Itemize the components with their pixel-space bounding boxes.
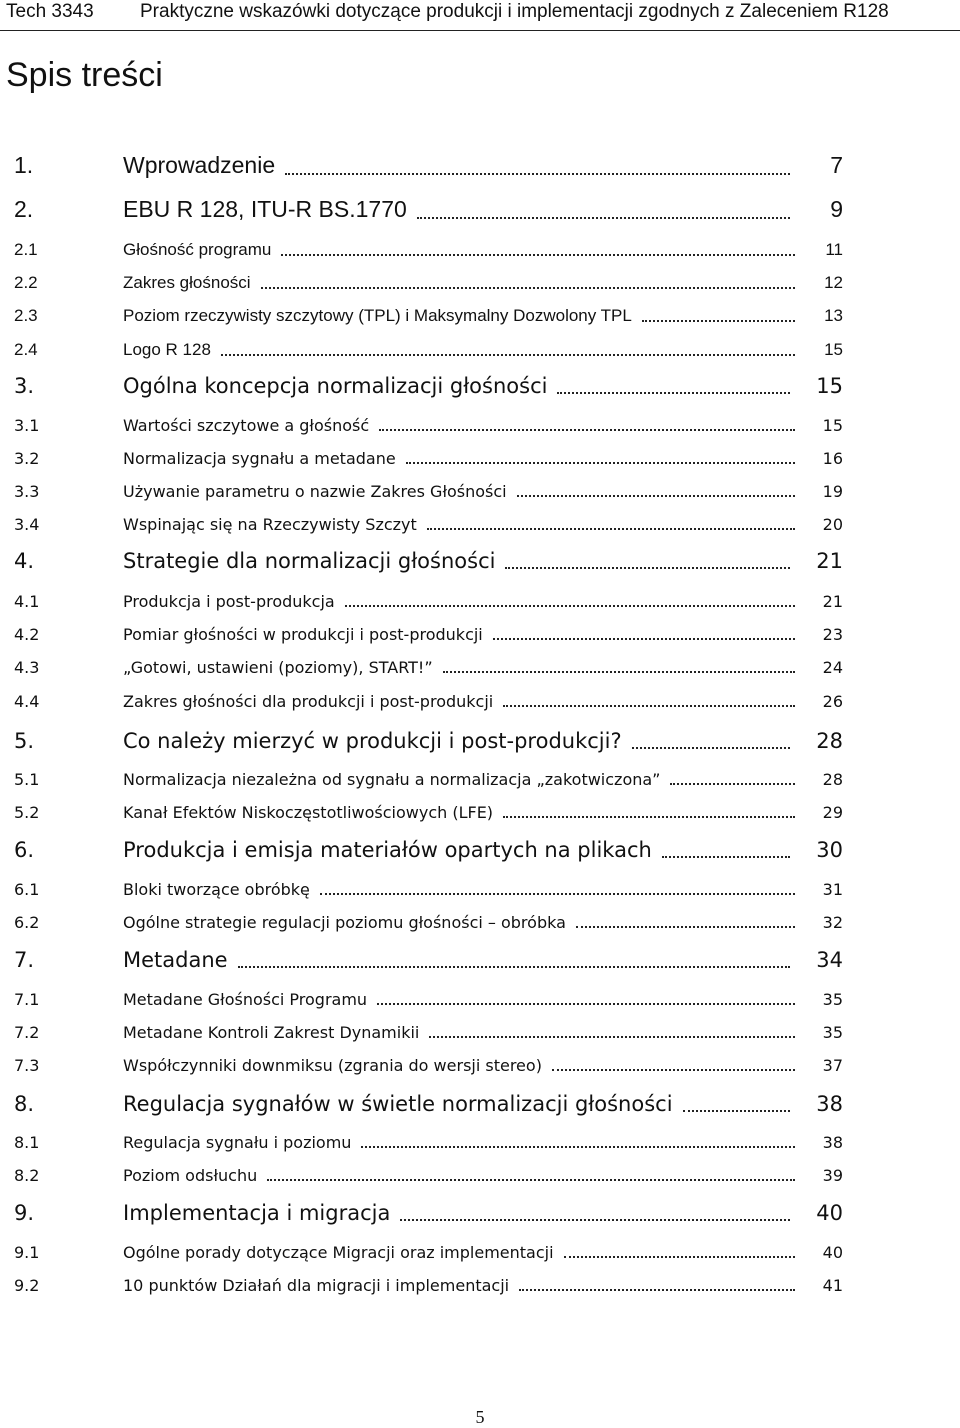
toc-leader-dots [238,966,790,968]
toc-entry-page: 38 [816,1092,843,1116]
toc-entry-label: Ogólna koncepcja normalizacji głośności [123,374,548,398]
toc-leader-dots [503,816,795,818]
toc-entry-page: 20 [822,515,843,534]
toc-entry-page: 13 [824,306,843,325]
toc-leader-dots [576,926,795,928]
toc-entry-number: 2.4 [14,340,38,359]
toc-entry-number: 3.2 [14,449,40,468]
toc-leader-dots [443,671,795,673]
toc-entry-page: 9 [830,196,843,222]
toc-entry-page: 37 [822,1056,843,1075]
toc-entry-label: Poziom odsłuchu [123,1166,258,1185]
toc-entry-number: 7. [14,948,35,972]
toc-entry-number: 7.2 [14,1023,40,1042]
toc-entry-label: Ogólne porady dotyczące Migracji oraz implementacji [123,1243,554,1262]
toc-entry-number: 9.1 [14,1243,40,1262]
toc-entry-label: EBU R 128, ITU-R BS.1770 [123,196,407,222]
toc-entry-page: 24 [822,658,843,677]
toc-entry-number: 2. [14,196,34,222]
toc-entry-page: 7 [830,152,843,178]
toc-entry-number: 2.2 [14,273,38,292]
toc-entry-label: 10 punktów Działań dla migracji i implementacji [123,1276,510,1295]
toc-entry-page: 32 [822,913,843,932]
toc-leader-dots [379,429,795,431]
toc-entry-label: Wartości szczytowe a głośność [123,416,370,435]
toc-entry-page: 28 [816,729,843,753]
toc-leader-dots [557,392,790,394]
toc-leader-dots [683,1110,790,1112]
toc-entry-label: Poziom rzeczywisty szczytowy (TPL) i Maksymalny Dozwolony TPL [123,306,632,325]
toc-entry-number: 6. [14,838,35,862]
toc-leader-dots [519,1289,795,1291]
running-header [0,0,960,31]
toc-entry-number: 4.3 [14,658,40,677]
toc-entry-page: 11 [825,240,843,259]
toc-entry-label: Regulacja sygnału i poziomu [123,1133,352,1152]
toc-entry-page: 26 [822,692,843,711]
toc-entry-label: Ogólne strategie regulacji poziomu głośności – obróbka [123,913,566,932]
toc-leader-dots [320,893,795,895]
toc-entry-label: Zakres głośności [123,273,251,292]
toc-entry-number: 4.2 [14,625,40,644]
toc-entry-label: Produkcja i post-produkcja [123,592,335,611]
toc-entry-number: 6.1 [14,880,40,899]
toc-entry-label: Metadane [123,948,228,972]
toc-entry-page: 15 [822,416,843,435]
toc-entry-number: 5.2 [14,803,40,822]
toc-leader-dots [261,287,795,289]
toc-entry-number: 3.4 [14,515,40,534]
toc-entry-label: Implementacja i migracja [123,1201,391,1225]
toc-entry-label: Pomiar głośności w produkcji i post-produkcji [123,625,483,644]
toc-entry-label: Zakres głośności dla produkcji i post-produkcji [123,692,494,711]
toc-entry-number: 4.1 [14,592,40,611]
toc-leader-dots [281,254,795,256]
toc-entry-label: Bloki tworzące obróbkę [123,880,310,899]
toc-leader-dots [429,1036,795,1038]
toc-entry-number: 2.1 [14,240,38,259]
toc-entry-number: 4. [14,549,35,573]
toc-leader-dots [493,638,795,640]
toc-entry-page: 29 [822,803,843,822]
toc-entry-label: Produkcja i emisja materiałów opartych na plikach [123,838,652,862]
toc-entry-label: Strategie dla normalizacji głośności [123,549,496,573]
toc-entry-page: 15 [816,374,843,398]
header-doc-id: Tech 3343 [6,1,94,22]
toc-entry-page: 30 [816,838,843,862]
toc-entry-label: Wspinając się na Rzeczywisty Szczyt [123,515,417,534]
toc-entry-page: 21 [822,592,843,611]
toc-leader-dots [221,354,795,356]
toc-entry-number: 6.2 [14,913,40,932]
toc-entry-page: 35 [822,1023,843,1042]
toc-leader-dots [400,1219,790,1221]
header-title: Praktyczne wskazówki dotyczące produkcji i implementacji zgodnych z Zaleceniem R128 [140,1,889,22]
toc-entry-page: 34 [816,948,843,972]
toc-entry-number: 2.3 [14,306,38,325]
toc-entry-number: 3.3 [14,482,40,501]
toc-entry-page: 40 [816,1201,843,1225]
toc-entry-number: 3. [14,374,35,398]
toc-entry-page: 12 [824,273,843,292]
toc-entry-page: 38 [822,1133,843,1152]
toc-entry-label: Używanie parametru o nazwie Zakres Głośności [123,482,507,501]
toc-entry-page: 39 [822,1166,843,1185]
toc-leader-dots [552,1069,795,1071]
toc-leader-dots [285,173,790,175]
toc-entry-label: Kanał Efektów Niskoczęstotliwościowych (LFE) [123,803,494,822]
toc-entry-number: 1. [14,152,34,178]
toc-entry-label: Metadane Głośności Programu [123,990,368,1009]
toc-entry-number: 8.2 [14,1166,40,1185]
toc-leader-dots [267,1179,795,1181]
toc-entry-label: Regulacja sygnałów w świetle normalizacji głośności [123,1092,673,1116]
toc-entry-page: 41 [822,1276,843,1295]
toc-leader-dots [427,528,795,530]
toc-entry-page: 23 [822,625,843,644]
toc-entry-label: Co należy mierzyć w produkcji i post-produkcji? [123,729,622,753]
toc-entry-page: 28 [822,770,843,789]
toc-leader-dots [417,217,790,219]
toc-entry-page: 15 [824,340,843,359]
toc-leader-dots [517,495,795,497]
toc-entry-page: 21 [816,549,843,573]
toc-entry-page: 31 [822,880,843,899]
toc-entry-label: Logo R 128 [123,340,211,359]
toc-leader-dots [361,1146,795,1148]
toc-entry-number: 7.1 [14,990,40,1009]
toc-leader-dots [505,567,790,569]
toc-entry-number: 9. [14,1201,35,1225]
toc-entry-page: 35 [822,990,843,1009]
toc-leader-dots [406,462,795,464]
toc-entry-label: Normalizacja niezależna od sygnału a normalizacja „zakotwiczona” [123,770,661,789]
toc-entry-number: 5. [14,729,35,753]
toc-leader-dots [564,1256,795,1258]
toc-entry-number: 4.4 [14,692,40,711]
toc-entry-number: 5.1 [14,770,40,789]
toc-leader-dots [642,320,795,322]
toc-entry-number: 9.2 [14,1276,40,1295]
toc-entry-number: 7.3 [14,1056,40,1075]
toc-leader-dots [503,705,795,707]
toc-entry-number: 8.1 [14,1133,40,1152]
toc-entry-label: „Gotowi, ustawieni (poziomy), START!” [123,658,433,677]
toc-leader-dots [662,856,790,858]
toc-entry-page: 40 [822,1243,843,1262]
toc-entry-label: Wprowadzenie [123,152,276,178]
page-number: 5 [475,1407,485,1427]
toc-title: Spis treści [6,56,163,94]
toc-entry-label: Współczynniki downmiksu (zgrania do wersji stereo) [123,1056,542,1075]
toc-entry-label: Normalizacja sygnału a metadane [123,449,396,468]
toc-entry-page: 16 [822,449,843,468]
toc-leader-dots [377,1003,795,1005]
toc-entry-page: 19 [822,482,843,501]
toc-entry-number: 3.1 [14,416,40,435]
toc-leader-dots [670,783,795,785]
toc-entry-label: Metadane Kontroli Zakrest Dynamikii [123,1023,420,1042]
toc-leader-dots [345,605,795,607]
toc-entry-number: 8. [14,1092,35,1116]
toc-leader-dots [632,747,790,749]
toc-entry-label: Głośność programu [123,240,272,259]
